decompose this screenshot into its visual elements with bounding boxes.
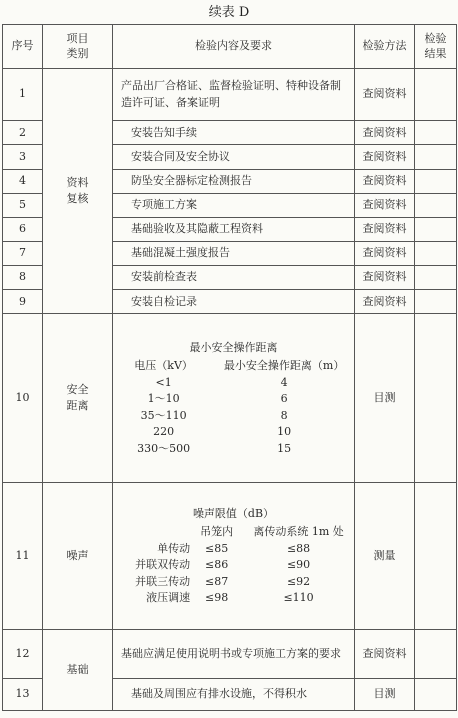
- row-no: 4: [3, 169, 43, 193]
- row-no: 9: [3, 290, 43, 314]
- row-no: 10: [3, 314, 43, 483]
- row-result: [415, 217, 457, 241]
- voltage-value: 220: [153, 425, 175, 439]
- category-doc-review: [43, 69, 113, 314]
- noise-cage-value: ≤87: [205, 574, 229, 588]
- row-method: 查阅资料: [355, 121, 415, 145]
- category-noise: 噪声: [43, 483, 113, 630]
- row-result: [415, 290, 457, 314]
- category-doc-review-text: 资料 复核: [66, 175, 89, 206]
- header-method: [355, 25, 415, 69]
- noise-col-type: [113, 524, 190, 541]
- noise-col-system: 离传动系统 1m 处: [253, 525, 344, 539]
- row-no: 8: [3, 266, 43, 290]
- header-result: [415, 25, 457, 69]
- distance-content: [113, 314, 355, 483]
- row-no: 6: [3, 217, 43, 241]
- row-content: 安装告知手续: [113, 121, 355, 145]
- distance-col-distance: 最小安全操作距离（m）: [223, 359, 345, 373]
- row-method: 查阅资料: [355, 217, 415, 241]
- noise-subtitle: 噪声限值（dB）: [192, 506, 275, 520]
- row-no: 12: [3, 630, 43, 678]
- noise-col-cage: 吊笼内: [200, 525, 234, 539]
- voltage-value: <1: [155, 375, 172, 389]
- voltage-value: 35～110: [140, 408, 187, 422]
- row-content: 基础混凝土强度报告: [113, 242, 355, 266]
- category-foundation: 基础: [43, 630, 113, 711]
- row-no: 11: [3, 483, 43, 630]
- row-no: 1: [3, 69, 43, 121]
- inspection-table: [2, 24, 457, 711]
- row-no: 7: [3, 242, 43, 266]
- noise-cage-value: ≤85: [205, 541, 229, 555]
- row-content: 防坠安全器标定检测报告: [113, 169, 355, 193]
- row-result: [415, 630, 457, 678]
- row-no: 2: [3, 121, 43, 145]
- voltage-value: 330～500: [137, 441, 191, 455]
- row-method: 目测: [355, 678, 415, 710]
- noise-type: 单传动: [157, 541, 191, 555]
- noise-cage-value: ≤98: [205, 591, 229, 605]
- noise-system-value: ≤110: [283, 591, 314, 605]
- noise-system-value: ≤90: [286, 558, 311, 572]
- noise-system-value: ≤92: [286, 574, 311, 588]
- header-method-text: 检验方法: [362, 39, 407, 53]
- header-no-text: 序号: [11, 39, 34, 53]
- distance-value: 8: [280, 408, 288, 422]
- noise-system-value: ≤88: [286, 541, 311, 555]
- row-result: [415, 193, 457, 217]
- row-content: 基础应满足使用说明书或专项施工方案的要求: [113, 630, 355, 678]
- table-row-noise: [3, 483, 457, 630]
- row-content: 专项施工方案: [113, 193, 355, 217]
- row-no: 13: [3, 678, 43, 710]
- category-safety-distance-text: 安全 距离: [66, 382, 89, 413]
- row-content: 产品出厂合格证、监督检验证明、特种设备制造许可证、备案证明: [113, 69, 355, 121]
- row-content: 基础验收及其隐蔽工程资料: [113, 217, 355, 241]
- row-no: 3: [3, 145, 43, 169]
- distance-value: 4: [280, 375, 288, 389]
- row-content: 安装自检记录: [113, 290, 355, 314]
- row-content: 安装合同及安全协议: [113, 145, 355, 169]
- row-result: [415, 483, 457, 630]
- voltage-value: 1～10: [147, 392, 180, 406]
- row-method: 查阅资料: [355, 630, 415, 678]
- row-method: 查阅资料: [355, 169, 415, 193]
- row-method: 查阅资料: [355, 290, 415, 314]
- noise-type: 并联三传动: [135, 574, 191, 588]
- distance-value: 6: [280, 392, 288, 406]
- distance-value: 15: [277, 441, 292, 455]
- page-title: 续表 D: [208, 5, 250, 20]
- category-safety-distance: [43, 314, 113, 483]
- distance-subtable: [113, 358, 354, 457]
- row-content: 基础及周围应有排水设施，不得积水: [113, 678, 355, 710]
- row-result: [415, 69, 457, 121]
- row-method: 查阅资料: [355, 266, 415, 290]
- row-result: [415, 169, 457, 193]
- row-method: 查阅资料: [355, 69, 415, 121]
- table-row: [3, 630, 457, 678]
- distance-subtitle: 最小安全操作距离: [189, 340, 278, 354]
- row-method: 目测: [355, 314, 415, 483]
- header-content: [113, 25, 355, 69]
- distance-col-voltage: 电压（kV）: [134, 359, 193, 373]
- row-method: 查阅资料: [355, 193, 415, 217]
- row-method: 测量: [355, 483, 415, 630]
- noise-cage-value: ≤86: [205, 558, 229, 572]
- noise-subtable: [113, 524, 354, 607]
- noise-type: 液压调速: [146, 591, 191, 605]
- header-row: [3, 25, 457, 69]
- noise-type: 并联双传动: [135, 558, 191, 572]
- noise-content: [113, 483, 355, 630]
- header-category: [43, 25, 113, 69]
- row-method: 查阅资料: [355, 242, 415, 266]
- table-row: [3, 69, 457, 121]
- table-row-safety-distance: [3, 314, 457, 483]
- header-result-text: 检验 结果: [424, 31, 447, 60]
- header-no: [3, 25, 43, 69]
- row-method: 查阅资料: [355, 145, 415, 169]
- row-no: 5: [3, 193, 43, 217]
- row-content: 安装前检查表: [113, 266, 355, 290]
- header-content-text: 检验内容及要求: [195, 39, 272, 53]
- row-result: [415, 121, 457, 145]
- row-result: [415, 242, 457, 266]
- row-result: [415, 678, 457, 710]
- header-category-text: 项目 类别: [66, 31, 89, 60]
- distance-value: 10: [277, 425, 292, 439]
- row-result: [415, 266, 457, 290]
- row-result: [415, 314, 457, 483]
- row-result: [415, 145, 457, 169]
